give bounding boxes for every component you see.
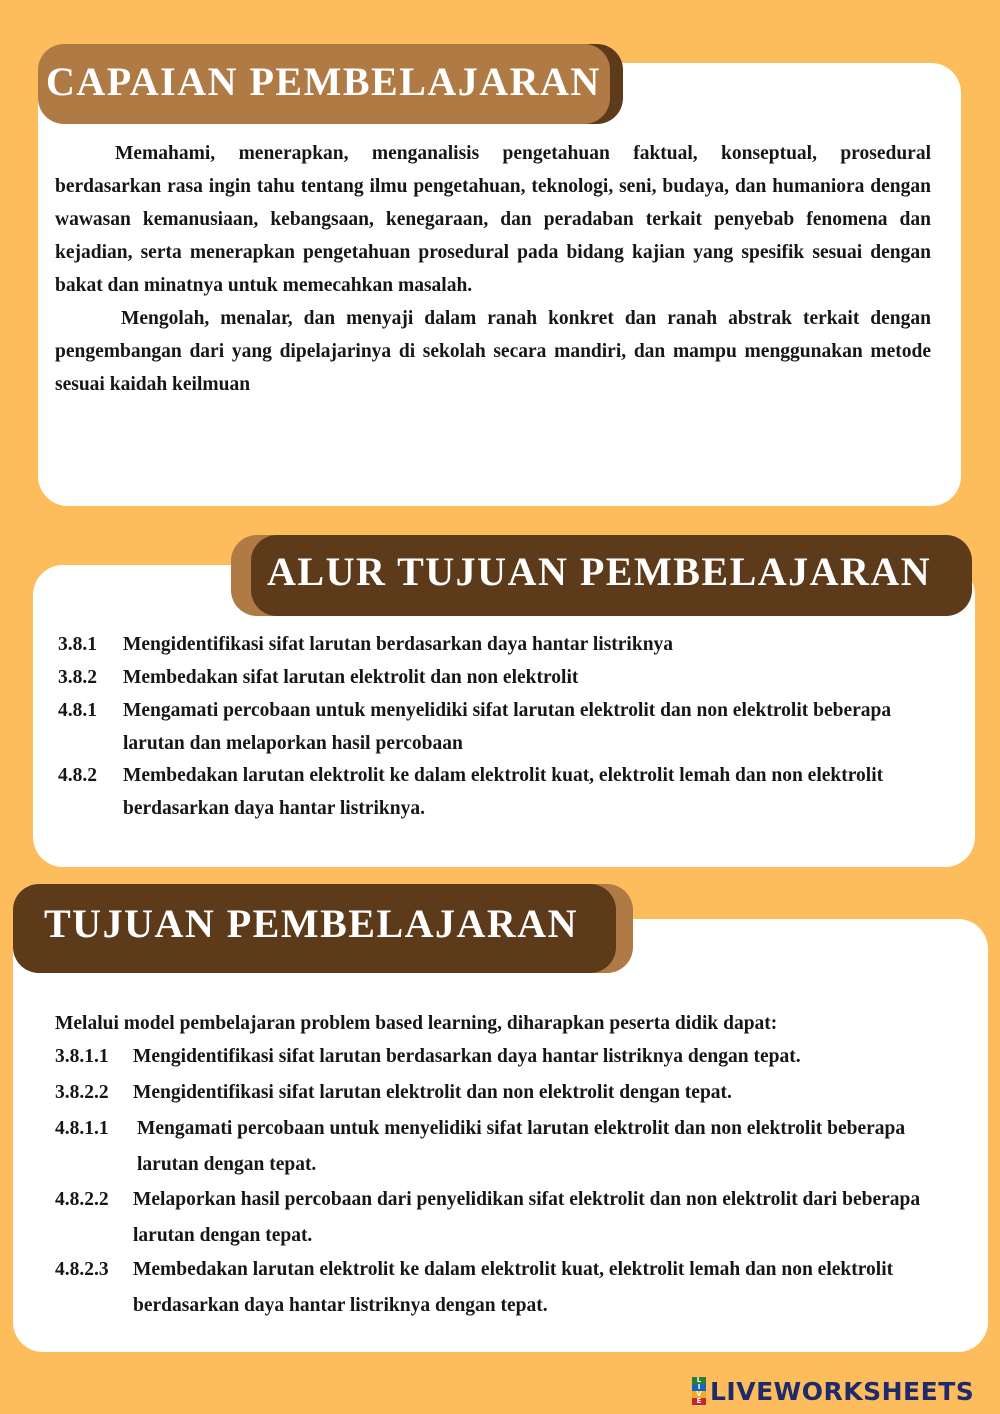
tujuan-intro: Melalui model pembelajaran problem based learning, diharapkan peserta didik dapat: <box>55 1013 778 1034</box>
alur-item-text: Membedakan sifat larutan elektrolit dan non elektrolit <box>123 667 579 688</box>
tujuan-item-number: 4.8.1.1 <box>55 1118 109 1139</box>
tujuan-item-1 <box>55 1040 975 1073</box>
tujuan-item-2 <box>55 1076 975 1109</box>
alur-item-number: 3.8.1 <box>58 634 97 655</box>
tujuan-item-text: Mengidentifikasi sifat larutan elektrolit dan non elektrolit dengan tepat. <box>133 1082 732 1103</box>
alur-item-1 <box>58 628 938 661</box>
alur-item-text: Membedakan larutan elektrolit ke dalam elektrolit kuat, elektrolit lemah dan non elektrolit berdasarkan daya hantar listriknya. <box>123 765 884 819</box>
tujuan-title: TUJUAN PEMBELAJARAN <box>44 901 579 946</box>
liveworksheets-logo-text: LIVEWORKSHEETS <box>710 1376 975 1406</box>
alur-item-number: 3.8.2 <box>58 667 97 688</box>
tujuan-item-text: Mengamati percobaan untuk menyelidiki sifat larutan elektrolit dan non elektrolit beberapa larutan dengan tepat. <box>137 1118 906 1175</box>
alur-item-text: Mengamati percobaan untuk menyelidiki sifat larutan elektrolit dan non elektrolit beberapa larutan dan melaporkan hasil percobaan <box>123 700 892 754</box>
tujuan-item-number: 3.8.2.2 <box>55 1082 109 1103</box>
tujuan-item-3 <box>55 1111 955 1183</box>
alur-title: ALUR TUJUAN PEMBELAJARAN <box>267 549 932 594</box>
tujuan-item-number: 4.8.2.3 <box>55 1259 109 1280</box>
alur-item-text: Mengidentifikasi sifat larutan berdasarkan daya hantar listriknya <box>123 634 674 655</box>
alur-item-3 <box>58 694 938 760</box>
tujuan-item-4 <box>55 1182 975 1254</box>
liveworksheets-logo-icon: L I V E <box>692 1377 706 1405</box>
tujuan-item-text: Membedakan larutan elektrolit ke dalam elektrolit kuat, elektrolit lemah dan non elektrolit berdasarkan daya hantar listriknya dengan tepat. <box>133 1259 894 1316</box>
tujuan-item-text: Melaporkan hasil percobaan dari penyelidikan sifat elektrolit dan non elektrolit dari beberapa larutan dengan tepat. <box>133 1189 921 1246</box>
alur-item-2 <box>58 661 938 694</box>
tujuan-item-number: 4.8.2.2 <box>55 1189 109 1210</box>
alur-item-number: 4.8.2 <box>58 765 97 786</box>
capaian-title: CAPAIAN PEMBELAJARAN <box>46 59 601 104</box>
capaian-paragraph-1: Memahami, menerapkan, menganalisis pengetahuan faktual, konseptual, prosedural berdasarkan rasa ingin tahu tentang ilmu pengetahuan, teknologi, seni, budaya, dan humaniora dengan wawasan kemanusiaan, kebangsaan, kenegaraan, dan peradaban terkait penyebab fenomena dan kejadian, serta menerapkan pengetahuan prosedural pada bidang kajian yang spesifik sesuai dengan bakat dan minatnya untuk memecahkan masalah. <box>55 143 931 296</box>
liveworksheets-logo[interactable] <box>692 1374 974 1408</box>
capaian-paragraph-2: Mengolah, menalar, dan menyaji dalam ranah konkret dan ranah abstrak terkait dengan pengembangan dari yang dipelajarinya di sekolah secara mandiri, dan mampu menggunakan metode sesuai kaidah keilmuan <box>55 308 931 395</box>
alur-item-number: 4.8.1 <box>58 700 97 721</box>
tujuan-item-5 <box>55 1252 955 1324</box>
tujuan-item-number: 3.8.1.1 <box>55 1046 109 1067</box>
tujuan-item-text: Mengidentifikasi sifat larutan berdasarkan daya hantar listriknya dengan tepat. <box>133 1046 801 1067</box>
capaian-body <box>55 137 931 401</box>
alur-item-4 <box>58 759 938 825</box>
